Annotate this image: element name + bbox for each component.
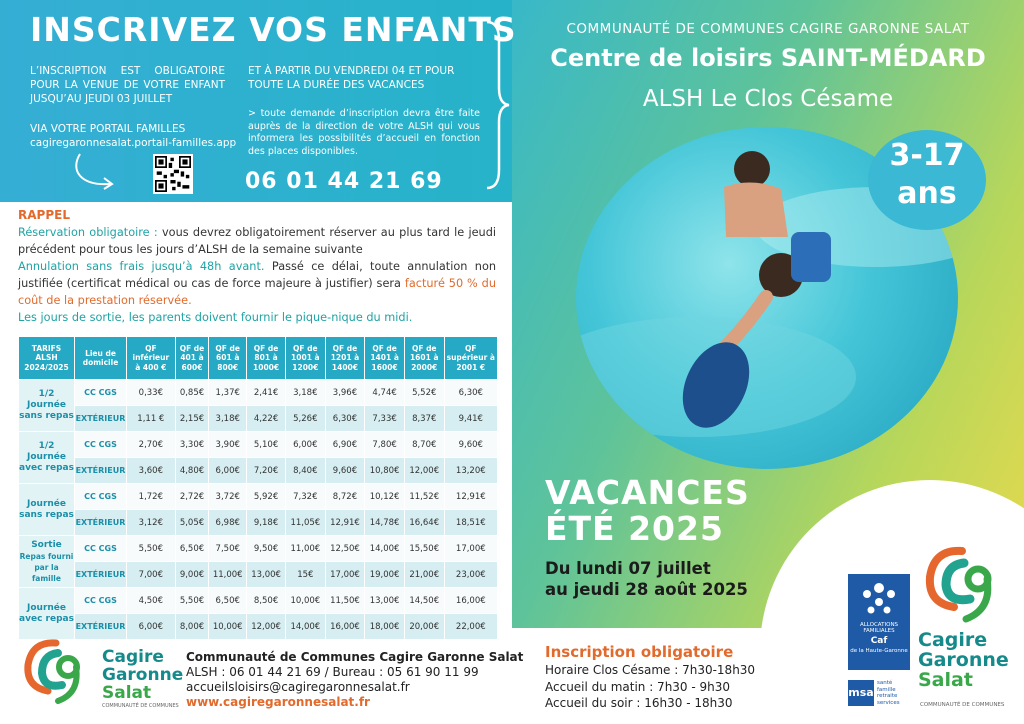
group-label: Sortie <box>31 539 62 550</box>
price-cell: 1,72€ <box>127 484 176 510</box>
price-cell: 10,12€ <box>365 484 405 510</box>
price-cell: 22,00€ <box>444 614 497 640</box>
price-cell: 3,18€ <box>209 406 247 432</box>
price-cell: 7,20€ <box>247 458 286 484</box>
row-group-label <box>19 432 75 484</box>
price-cell: 5,10€ <box>247 432 286 458</box>
col-header: QF de 1601 à 2000€ <box>404 337 444 380</box>
price-cell: 3,18€ <box>286 380 326 406</box>
price-cell: 14,00€ <box>365 536 405 562</box>
price-cell: 6,90€ <box>325 432 365 458</box>
accueil-matin: Accueil du matin : 7h30 - 9h30 <box>545 679 731 694</box>
lieu-cell: CC CGS <box>75 380 127 406</box>
price-cell: 5,52€ <box>404 380 444 406</box>
reservation-text: vous devrez obligatoirement réserver au plus tard le jeudi précédent pour tous les jours d’ALSH de la semaine suivante <box>18 226 497 256</box>
price-cell: 11,00€ <box>209 562 247 588</box>
price-cell: 7,33€ <box>365 406 405 432</box>
cagire-garonne-salat-logo-icon <box>18 637 98 709</box>
price-cell: 8,00€ <box>175 614 209 640</box>
price-cell: 3,30€ <box>175 432 209 458</box>
vacances-dates <box>545 558 748 600</box>
price-cell: 12,91€ <box>325 510 365 536</box>
price-cell: 6,98€ <box>209 510 247 536</box>
price-cell: 17,00€ <box>444 536 497 562</box>
table-row <box>19 432 498 458</box>
inscription-from-text: ET À PARTIR DU VENDREDI 04 ET POUR TOUTE LA DURÉE DES VACANCES <box>248 65 455 91</box>
price-cell: 3,72€ <box>209 484 247 510</box>
org-name: Communauté de Communes Cagire Garonne Salat <box>186 650 524 664</box>
table-row <box>19 614 498 640</box>
price-cell: 14,78€ <box>365 510 405 536</box>
price-cell: 3,96€ <box>325 380 365 406</box>
col-header: QF supérieur à 2001 € <box>444 337 497 380</box>
group-label: 1/2 Journée sans repas <box>19 389 74 421</box>
price-cell: 2,70€ <box>127 432 176 458</box>
price-cell: 9,50€ <box>247 536 286 562</box>
price-cell: 9,41€ <box>444 406 497 432</box>
price-cell: 1,11 € <box>127 406 176 432</box>
curved-arrow-icon <box>70 150 130 190</box>
col-header: TARIFS ALSH 2024/2025 <box>19 337 75 380</box>
msa-line: santé <box>877 680 893 686</box>
logo-word-3: Salat <box>918 669 973 691</box>
portal-block <box>30 122 236 150</box>
horaire-line: Horaire Clos Césame : 7h30-18h30 <box>545 663 756 677</box>
dates-start: Du lundi 07 juillet <box>545 559 711 578</box>
price-cell: 3,90€ <box>209 432 247 458</box>
sortie-note: Les jours de sortie, les parents doivent fournir le pique-nique du midi. <box>18 311 413 324</box>
annulation-label: Annulation sans frais jusqu’à 48h avant. <box>18 260 265 273</box>
price-cell: 10,00€ <box>209 614 247 640</box>
table-row <box>19 380 498 406</box>
logo-word-2: Garonne <box>102 665 184 685</box>
vacances-line1: VACANCES <box>545 473 750 512</box>
price-cell: 8,40€ <box>286 458 326 484</box>
qr-code-icon[interactable] <box>153 154 193 194</box>
price-cell: 5,50€ <box>175 588 209 614</box>
logo-word-2: Garonne <box>918 649 1009 671</box>
price-cell: 5,05€ <box>175 510 209 536</box>
price-cell: 3,60€ <box>127 458 176 484</box>
rappel-section <box>18 207 496 326</box>
row-group-label <box>19 380 75 432</box>
lieu-cell: CC CGS <box>75 484 127 510</box>
group-sublabel: Repas fourni par la famille <box>19 551 74 583</box>
group-label: 1/2 Journée avec repas <box>19 441 74 473</box>
price-cell: 7,50€ <box>209 536 247 562</box>
msa-mark: msa <box>848 680 874 706</box>
inscription-note: > toute demande d’inscription devra être faite auprès de la direction de votre ALSH qui vous informera les possibilités d’accueil en fonction des places disponibles. <box>248 108 480 157</box>
price-cell: 14,50€ <box>404 588 444 614</box>
rappel-title: RAPPEL <box>18 208 70 222</box>
price-cell: 12,91€ <box>444 484 497 510</box>
website-link[interactable]: www.cagiregaronnesalat.fr <box>186 695 370 709</box>
annulation-paragraph <box>18 258 496 309</box>
price-cell: 13,20€ <box>444 458 497 484</box>
col-header: QF de 1401 à 1600€ <box>365 337 405 380</box>
row-group-label <box>19 536 75 588</box>
table-row <box>19 406 498 432</box>
price-cell: 10,80€ <box>365 458 405 484</box>
lieu-cell: CC CGS <box>75 536 127 562</box>
age-range: 3-17 <box>889 138 965 173</box>
price-cell: 15€ <box>286 562 326 588</box>
price-cell: 8,50€ <box>247 588 286 614</box>
price-cell: 21,00€ <box>404 562 444 588</box>
tarifs-table <box>18 336 498 640</box>
lieu-cell: EXTÉRIEUR <box>75 458 127 484</box>
price-cell: 11,00€ <box>286 536 326 562</box>
email-link[interactable]: accueilsloisirs@cagiregaronnesalat.fr <box>186 680 410 694</box>
price-cell: 19,00€ <box>365 562 405 588</box>
price-cell: 2,72€ <box>175 484 209 510</box>
lieu-cell: CC CGS <box>75 432 127 458</box>
portal-link[interactable]: cagiregaronnesalat.portail-familles.app <box>30 137 237 149</box>
price-cell: 8,37€ <box>404 406 444 432</box>
price-cell: 4,80€ <box>175 458 209 484</box>
price-cell: 0,85€ <box>175 380 209 406</box>
lieu-cell: EXTÉRIEUR <box>75 406 127 432</box>
price-cell: 7,32€ <box>286 484 326 510</box>
accueil-soir: Accueil du soir : 16h30 - 18h30 <box>545 696 733 710</box>
col-header: QF de 601 à 800€ <box>209 337 247 380</box>
tarifs-body <box>19 380 498 640</box>
price-cell: 16,00€ <box>444 588 497 614</box>
age-badge <box>868 130 986 230</box>
lieu-cell: CC CGS <box>75 588 127 614</box>
price-cell: 2,41€ <box>247 380 286 406</box>
price-cell: 11,50€ <box>325 588 365 614</box>
msa-text <box>877 680 900 706</box>
inscription-until-text: L’INSCRIPTION EST OBLIGATOIRE POUR LA VENUE DE VOTRE ENFANT JUSQU’AU JEUDI 03 JUILLET <box>30 65 225 105</box>
caf-label-3: de la Haute-Garonne <box>850 648 908 654</box>
dates-end: au jeudi 28 août 2025 <box>545 580 748 599</box>
price-cell: 9,00€ <box>175 562 209 588</box>
col-header: Lieu de domicile <box>75 337 127 380</box>
price-cell: 17,00€ <box>325 562 365 588</box>
msa-line: services <box>877 699 900 706</box>
alsh-phone[interactable]: 06 01 44 21 69 <box>245 169 443 194</box>
col-header: QF de 1201 à 1400€ <box>325 337 365 380</box>
col-header: QF inférieur à 400 € <box>127 337 176 380</box>
cagire-garonne-salat-name <box>102 648 183 702</box>
contact-block <box>186 650 523 710</box>
brace-icon <box>485 20 511 190</box>
caf-label-2: Caf <box>870 636 888 646</box>
price-cell: 6,00€ <box>209 458 247 484</box>
col-header: QF de 801 à 1000€ <box>247 337 286 380</box>
price-cell: 4,50€ <box>127 588 176 614</box>
price-cell: 5,26€ <box>286 406 326 432</box>
col-header: QF de 1001 à 1200€ <box>286 337 326 380</box>
price-cell: 18,00€ <box>365 614 405 640</box>
price-cell: 12,50€ <box>325 536 365 562</box>
row-group-label <box>19 484 75 536</box>
inscription-title: Inscription obligatoire <box>545 643 734 661</box>
caf-logo <box>848 574 910 670</box>
table-row <box>19 458 498 484</box>
price-cell: 8,70€ <box>404 432 444 458</box>
price-cell: 14,00€ <box>286 614 326 640</box>
logo-word-3: Salat <box>102 683 152 703</box>
phone-numbers[interactable]: ALSH : 06 01 44 21 69 / Bureau : 05 61 90 11 99 <box>186 665 479 679</box>
msa-line: retraite <box>877 693 898 699</box>
table-row <box>19 562 498 588</box>
price-cell: 23,00€ <box>444 562 497 588</box>
price-cell: 9,18€ <box>247 510 286 536</box>
price-cell: 12,00€ <box>247 614 286 640</box>
horaires-block <box>545 642 755 712</box>
main-title: INSCRIVEZ VOS ENFANTS <box>30 10 517 49</box>
price-cell: 6,30€ <box>444 380 497 406</box>
reservation-label: Réservation obligatoire : <box>18 226 158 239</box>
lieu-cell: EXTÉRIEUR <box>75 614 127 640</box>
lieu-cell: EXTÉRIEUR <box>75 510 127 536</box>
price-cell: 16,00€ <box>325 614 365 640</box>
price-cell: 1,37€ <box>209 380 247 406</box>
portal-label: VIA VOTRE PORTAIL FAMILLES <box>30 123 186 135</box>
annulation-fee: facturé 50 % du coût de la prestation réservée. <box>18 277 496 307</box>
table-row <box>19 588 498 614</box>
price-cell: 4,22€ <box>247 406 286 432</box>
logo-subtitle: COMMUNAUTÉ DE COMMUNES <box>102 703 179 709</box>
price-cell: 11,52€ <box>404 484 444 510</box>
price-cell: 6,50€ <box>209 588 247 614</box>
price-cell: 11,05€ <box>286 510 326 536</box>
price-cell: 15,50€ <box>404 536 444 562</box>
price-cell: 5,92€ <box>247 484 286 510</box>
price-cell: 6,50€ <box>175 536 209 562</box>
group-label: Journée sans repas <box>19 498 74 520</box>
col-header: QF de 401 à 600€ <box>175 337 209 380</box>
price-cell: 20,00€ <box>404 614 444 640</box>
price-cell: 13,00€ <box>365 588 405 614</box>
tarifs-header-row <box>19 337 498 380</box>
age-unit: ans <box>897 176 957 211</box>
alsh-name: ALSH Le Clos Césame <box>642 86 894 112</box>
table-row <box>19 484 498 510</box>
reservation-paragraph <box>18 224 496 258</box>
annulation-text: Passé ce délai, toute annulation non justifiée (certificat médical ou cas de force majeure à justifier) sera <box>18 260 497 290</box>
group-label: Journée avec repas <box>19 602 74 624</box>
price-cell: 5,50€ <box>127 536 176 562</box>
price-cell: 6,00€ <box>127 614 176 640</box>
table-row <box>19 510 498 536</box>
communaute-heading: COMMUNAUTÉ DE COMMUNES CAGIRE GARONNE SALAT <box>566 21 970 37</box>
price-cell: 9,60€ <box>444 432 497 458</box>
price-cell: 13,00€ <box>247 562 286 588</box>
vacances-line2: ÉTÉ 2025 <box>545 509 724 548</box>
price-cell: 6,30€ <box>325 406 365 432</box>
caf-label-1: ALLOCATIONS FAMILIALES <box>859 622 899 634</box>
logo-word-1: Cagire <box>102 647 164 667</box>
row-group-label <box>19 588 75 640</box>
cagire-garonne-salat-logo-large-icon <box>920 545 1010 627</box>
price-cell: 3,12€ <box>127 510 176 536</box>
table-row <box>19 536 498 562</box>
logo-word-1: Cagire <box>918 629 988 651</box>
centre-name: Centre de loisirs SAINT-MÉDARD <box>550 44 986 72</box>
price-cell: 16,64€ <box>404 510 444 536</box>
lieu-cell: EXTÉRIEUR <box>75 562 127 588</box>
price-cell: 4,74€ <box>365 380 405 406</box>
msa-logo <box>848 678 910 708</box>
price-cell: 6,00€ <box>286 432 326 458</box>
price-cell: 8,72€ <box>325 484 365 510</box>
price-cell: 7,80€ <box>365 432 405 458</box>
vacances-title <box>545 475 750 547</box>
price-cell: 18,51€ <box>444 510 497 536</box>
price-cell: 10,00€ <box>286 588 326 614</box>
price-cell: 7,00€ <box>127 562 176 588</box>
price-cell: 2,15€ <box>175 406 209 432</box>
caf-family-icon <box>855 580 903 620</box>
logo-subtitle-large: COMMUNAUTÉ DE COMMUNES <box>920 702 1005 708</box>
cagire-garonne-salat-name-large <box>918 630 1009 690</box>
price-cell: 12,00€ <box>404 458 444 484</box>
price-cell: 9,60€ <box>325 458 365 484</box>
price-cell: 0,33€ <box>127 380 176 406</box>
msa-line: famille <box>877 686 896 693</box>
